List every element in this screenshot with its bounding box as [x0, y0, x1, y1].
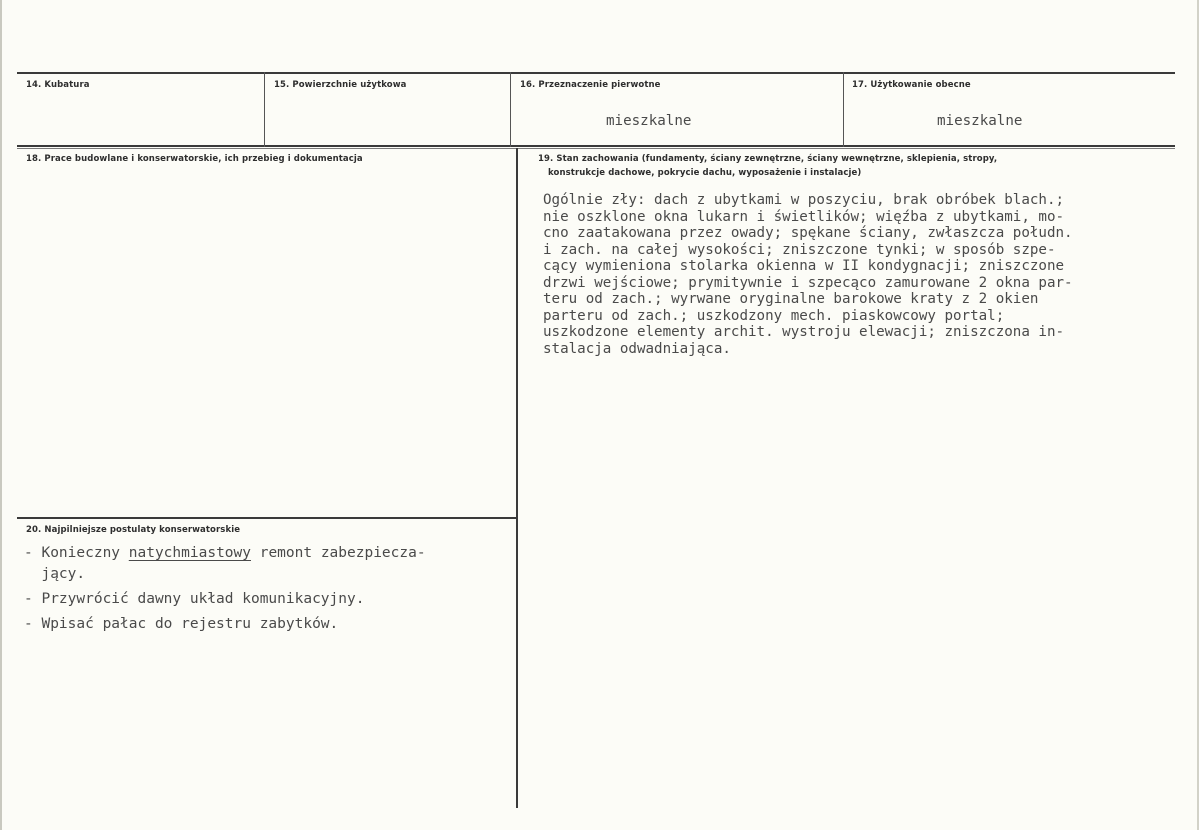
field-18-label: 18. Prace budowlane i konserwatorskie, ich przebieg i dokumentacja	[26, 154, 363, 164]
row-divider	[17, 145, 1175, 147]
main-col-divider	[516, 148, 518, 808]
postulate-item: - Wpisać pałac do rejestru zabytków.	[24, 616, 339, 632]
condition-line: cno zaatakowana przez owady; spękane ściany, zwłaszcza połudn.	[543, 225, 1073, 241]
section-divider	[17, 517, 516, 519]
condition-line: parteru od zach.; uszkodzony mech. piaskowcowy portal;	[543, 307, 1005, 324]
condition-line: nie oszklone okna lukarn i świetlików; więźba z ubytkami, mo-	[543, 208, 1065, 225]
row-divider-thin	[17, 148, 1175, 149]
field-15-label: 15. Powierzchnie użytkowa	[274, 80, 407, 90]
postulate-item-continuation: jący.	[24, 566, 86, 582]
postulate-item-suffix: remont zabezpiecza-	[250, 545, 426, 561]
col-divider-2	[510, 72, 511, 147]
field-17-value: mieszkalne	[937, 113, 1023, 129]
field-19-condition-text	[543, 192, 1073, 357]
field-19-label-line2: konstrukcje dachowe, pokrycie dachu, wyposażenie i instalacje)	[548, 168, 862, 178]
condition-line: cący wymieniona stolarka okienna w II kondygnacji; zniszczone	[543, 258, 1065, 274]
field-16-label: 16. Przeznaczenie pierwotne	[520, 80, 661, 90]
postulate-item-prefix: - Konieczny	[24, 545, 129, 561]
field-14-label: 14. Kubatura	[26, 80, 90, 90]
postulate-item: - Przywrócić dawny układ komunikacyjny.	[24, 591, 365, 607]
condition-line: uszkodzone elementy archit. wystroju elewacji; zniszczona in-	[543, 324, 1065, 340]
col-divider-1	[264, 72, 265, 147]
field-19-label-line1: 19. Stan zachowania (fundamenty, ściany zewnętrzne, ściany wewnętrzne, sklepienia, stropy,	[538, 154, 998, 164]
condition-line: Ogólnie zły: dach z ubytkami w poszyciu, brak obróbek blach.;	[543, 192, 1065, 208]
field-20-label: 20. Najpilniejsze postulaty konserwatorskie	[26, 525, 241, 535]
field-17-label: 17. Użytkowanie obecne	[852, 80, 971, 90]
postulate-item	[24, 543, 426, 564]
postulate-item-underlined: natychmiastowy	[128, 545, 251, 561]
condition-line: teru od zach.; wyrwane oryginalne barokowe kraty z 2 okien	[543, 291, 1039, 307]
top-rule	[17, 72, 1175, 74]
condition-line: i zach. na całej wysokości; zniszczone tynki; w sposób szpe-	[543, 241, 1056, 258]
condition-line: stalacja odwadniająca.	[543, 340, 731, 357]
condition-line: drzwi wejściowe; prymitywnie i szpecąco zamurowane 2 okna par-	[543, 274, 1073, 291]
col-divider-3	[843, 72, 844, 147]
field-20-postulates	[24, 543, 426, 635]
field-16-value: mieszkalne	[606, 113, 692, 129]
